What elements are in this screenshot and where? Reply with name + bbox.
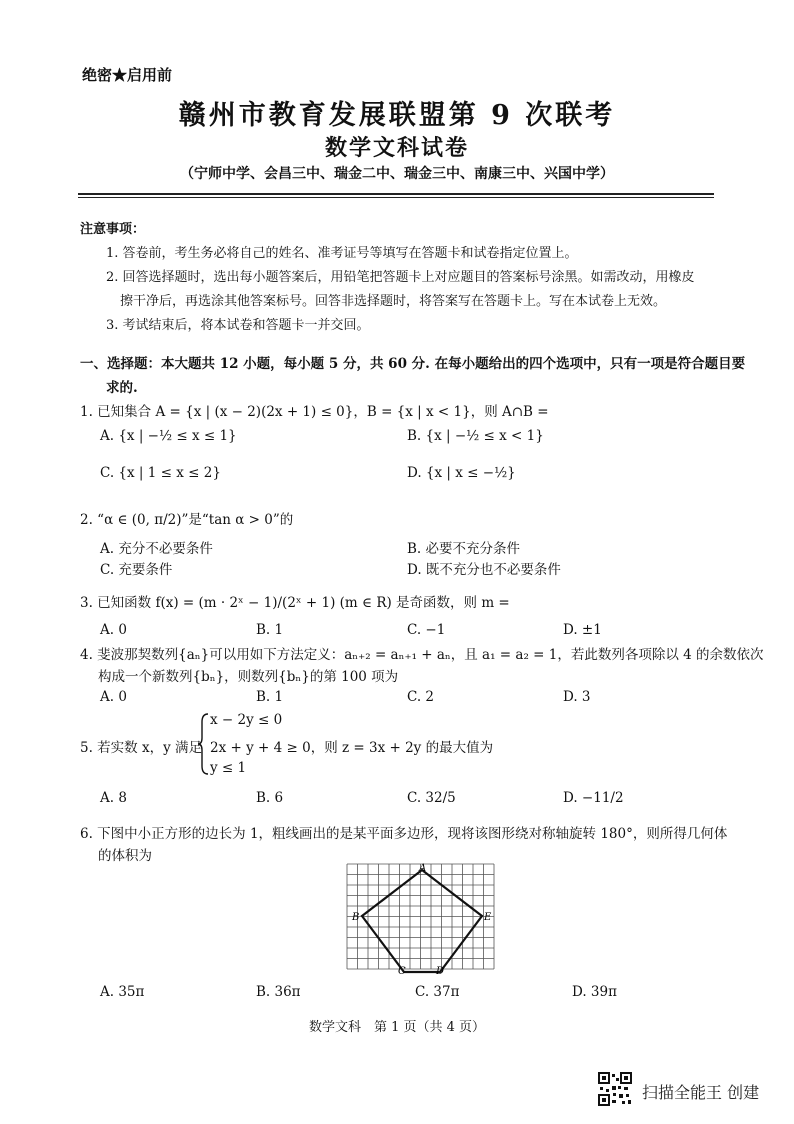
vertex-label-d: D [436, 966, 445, 976]
header-divider-thin [78, 197, 714, 198]
question-6-option-d: D. 39π [572, 984, 617, 1000]
question-4-option-b: B. 1 [256, 689, 284, 705]
question-3-stem: 3. 已知函数 f(x) = (m · 2ˣ − 1)/(2ˣ + 1) (m ∈ R) 是奇函数，则 m = [80, 595, 510, 611]
question-6-option-a: A. 35π [100, 984, 145, 1000]
question-2-option-a: A. 充分不必要条件 [100, 541, 213, 557]
question-5-option-b: B. 6 [256, 790, 284, 806]
question-3-option-b: B. 1 [256, 622, 284, 638]
question-1-option-a: A. {x | −½ ≤ x ≤ 1} [100, 428, 237, 444]
exam-title: 赣州市教育发展联盟第 9 次联考 [178, 100, 616, 131]
question-5-condition-3: y ≤ 1 [210, 760, 247, 776]
question-4-option-d: D. 3 [563, 689, 591, 705]
question-4-option-c: C. 2 [407, 689, 435, 705]
question-1-option-b: B. {x | −½ ≤ x < 1} [407, 428, 544, 444]
question-6-option-c: C. 37π [415, 984, 460, 1000]
header-divider [78, 193, 714, 195]
question-2-stem: 2. “α ∈ (0, π/2)”是“tan α > 0”的 [80, 512, 294, 528]
page-footer: 数学文科 第 1 页（共 4 页） [308, 1020, 486, 1035]
question-5-stem: 5. 若实数 x，y 满足 [80, 740, 202, 756]
note-item: 1. 答卷前，考生务必将自己的姓名、准考证号等填写在答题卡和试卷指定位置上。 [106, 246, 578, 261]
question-5-condition-1: x − 2y ≤ 0 [210, 712, 283, 728]
qr-code-icon [598, 1072, 632, 1106]
question-4-stem: 4. 斐波那契数列{aₙ}可以用如下方法定义：aₙ₊₂ = aₙ₊₁ + aₙ，且 a₁ = a₂ = 1，若此数列各项除以 4 的余数依次 [80, 647, 764, 663]
note-item: 2. 回答选择题时，选出每小题答案后，用铅笔把答题卡上对应题目的答案标号涂黑。如需改动，用橡皮 [106, 270, 695, 285]
notes-title: 注意事项： [80, 222, 146, 237]
question-3-option-d: D. ±1 [563, 622, 602, 638]
question-1-option-c: C. {x | 1 ≤ x ≤ 2} [100, 465, 221, 481]
question-4-option-a: A. 0 [100, 689, 127, 705]
scanner-watermark: 扫描全能王 创建 [642, 1083, 760, 1102]
exam-subtitle: 数学文科试卷 [324, 135, 469, 161]
note-item: 3. 考试结束后，将本试卷和答题卡一并交回。 [106, 318, 370, 333]
question-1-option-d: D. {x | x ≤ −½} [407, 465, 516, 481]
question-5-option-d: D. −11/2 [563, 790, 624, 806]
note-item: 擦干净后，再选涂其他答案标号。回答非选择题时，将答案写在答题卡上。写在本试卷上无效。 [120, 294, 667, 309]
section-heading: 一、选择题：本大题共 12 小题，每小题 5 分，共 60 分. 在每小题给出的四个选项中，只有一项是符合题目要 [80, 356, 746, 372]
question-2-option-c: C. 充要条件 [100, 562, 173, 578]
section-heading-cont: 求的. [106, 380, 138, 396]
school-list: （宁师中学、会昌三中、瑞金二中、瑞金三中、南康三中、兴国中学） [180, 166, 614, 182]
question-6-stem: 6. 下图中小正方形的边长为 1，粗线画出的是某平面多边形，现将该图形绕对称轴旋转 180°，则所得几何体 [80, 826, 728, 842]
question-4-stem-cont: 构成一个新数列{bₙ}，则数列{bₙ}的第 100 项为 [98, 669, 399, 685]
question-6-stem-cont: 的体积为 [98, 848, 152, 864]
question-5-option-a: A. 8 [100, 790, 127, 806]
question-2-option-b: B. 必要不充分条件 [407, 541, 521, 557]
vertex-label-c: C [398, 966, 406, 976]
question-2-option-d: D. 既不充分也不必要条件 [407, 562, 561, 578]
question-3-option-a: A. 0 [100, 622, 127, 638]
vertex-label-e: E [484, 912, 492, 923]
question-1-stem: 1. 已知集合 A = {x | (x − 2)(2x + 1) ≤ 0}，B = {x | x < 1}，则 A∩B = [80, 404, 549, 420]
vertex-label-b: B [352, 912, 360, 923]
question-5-option-c: C. 32/5 [407, 790, 456, 806]
vertex-label-a: A [419, 863, 427, 874]
polygon-grid-figure [342, 862, 502, 976]
question-3-option-c: C. −1 [407, 622, 446, 638]
question-5-condition-2: 2x + y + 4 ≥ 0，则 z = 3x + 2y 的最大值为 [210, 740, 494, 756]
system-brace [196, 712, 210, 776]
confidential-mark: 绝密★启用前 [82, 66, 173, 84]
question-6-option-b: B. 36π [256, 984, 301, 1000]
